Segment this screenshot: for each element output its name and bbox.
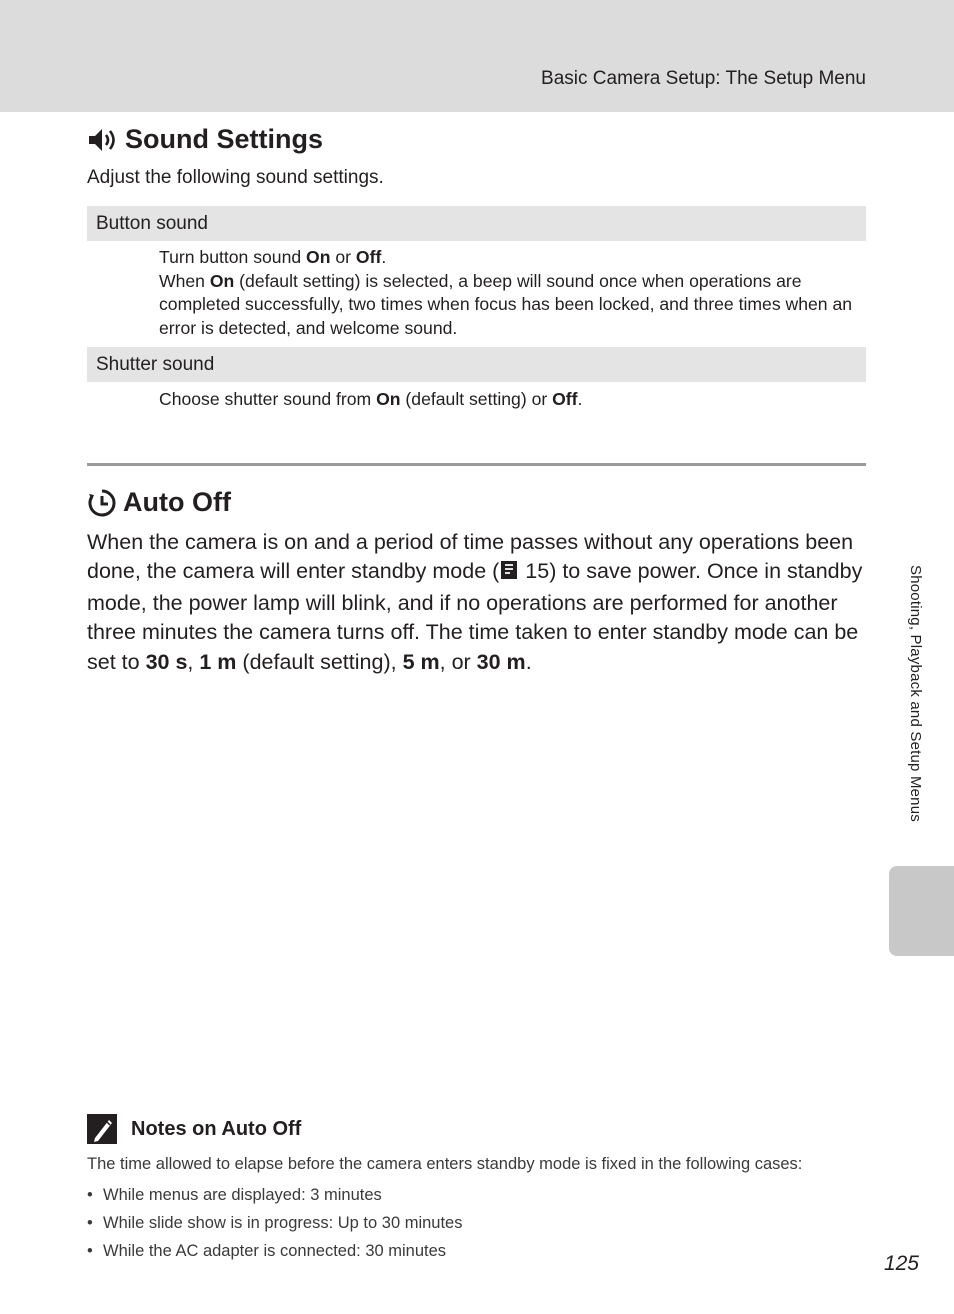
- pencil-note-icon: [87, 1114, 117, 1144]
- auto-off-title: Auto Off: [123, 487, 231, 517]
- page-number: 125: [883, 1252, 919, 1275]
- list-item: • While menus are displayed: 3 minutes: [87, 1186, 382, 1204]
- timer-clock-icon: [87, 488, 117, 518]
- notes-text: The time allowed to elapse before the camera enters standby mode is fixed in the following cases:: [87, 1155, 803, 1173]
- notes-list: [87, 1183, 463, 1267]
- sound-settings-intro: Adjust the following sound settings.: [87, 167, 384, 188]
- notes-heading: [87, 1114, 301, 1144]
- sound-settings-title: Sound Settings: [125, 124, 323, 154]
- button-sound-label: Button sound: [87, 206, 866, 241]
- auto-off-heading: [87, 487, 231, 518]
- header-band: [0, 0, 954, 112]
- shutter-sound-label: Shutter sound: [87, 347, 866, 382]
- list-item: • While the AC adapter is connected: 30 minutes: [87, 1242, 447, 1260]
- speaker-sound-icon: [87, 127, 119, 153]
- list-item: • While slide show is in progress: Up to 30 minutes: [87, 1214, 463, 1232]
- notes-title: Notes on Auto Off: [131, 1117, 302, 1140]
- shutter-sound-description: Choose shutter sound from On (default setting) or Off.: [159, 389, 583, 409]
- button-sound-line2: When On (default setting) is selected, a beep will sound once when operations are completed successfully, two times when focus has been locked, and three times when an error is detected, and welcome sound.: [159, 270, 853, 338]
- auto-off-paragraph: When the camera is on and a period of time passes without any operations been done, the camera will enter standby mode ( 15) to save power. Once in standby mode, the power lamp will blink, and if no operations are performed for another three minutes the camera turns off. The time taken to enter standby mode can be set to 30 s, 1 m (default setting), 5 m, or 30 m.: [87, 530, 863, 674]
- side-tab-marker: [889, 866, 954, 956]
- side-tab-label: Shooting, Playback and Setup Menus: [907, 565, 924, 822]
- button-sound-line1: Turn button sound On or Off.: [159, 247, 387, 267]
- page-reference-icon: [499, 559, 519, 588]
- header-title: Basic Camera Setup: The Setup Menu: [541, 68, 866, 89]
- section-divider: [87, 463, 866, 466]
- button-sound-description: [159, 246, 859, 340]
- sound-settings-heading: [87, 124, 323, 155]
